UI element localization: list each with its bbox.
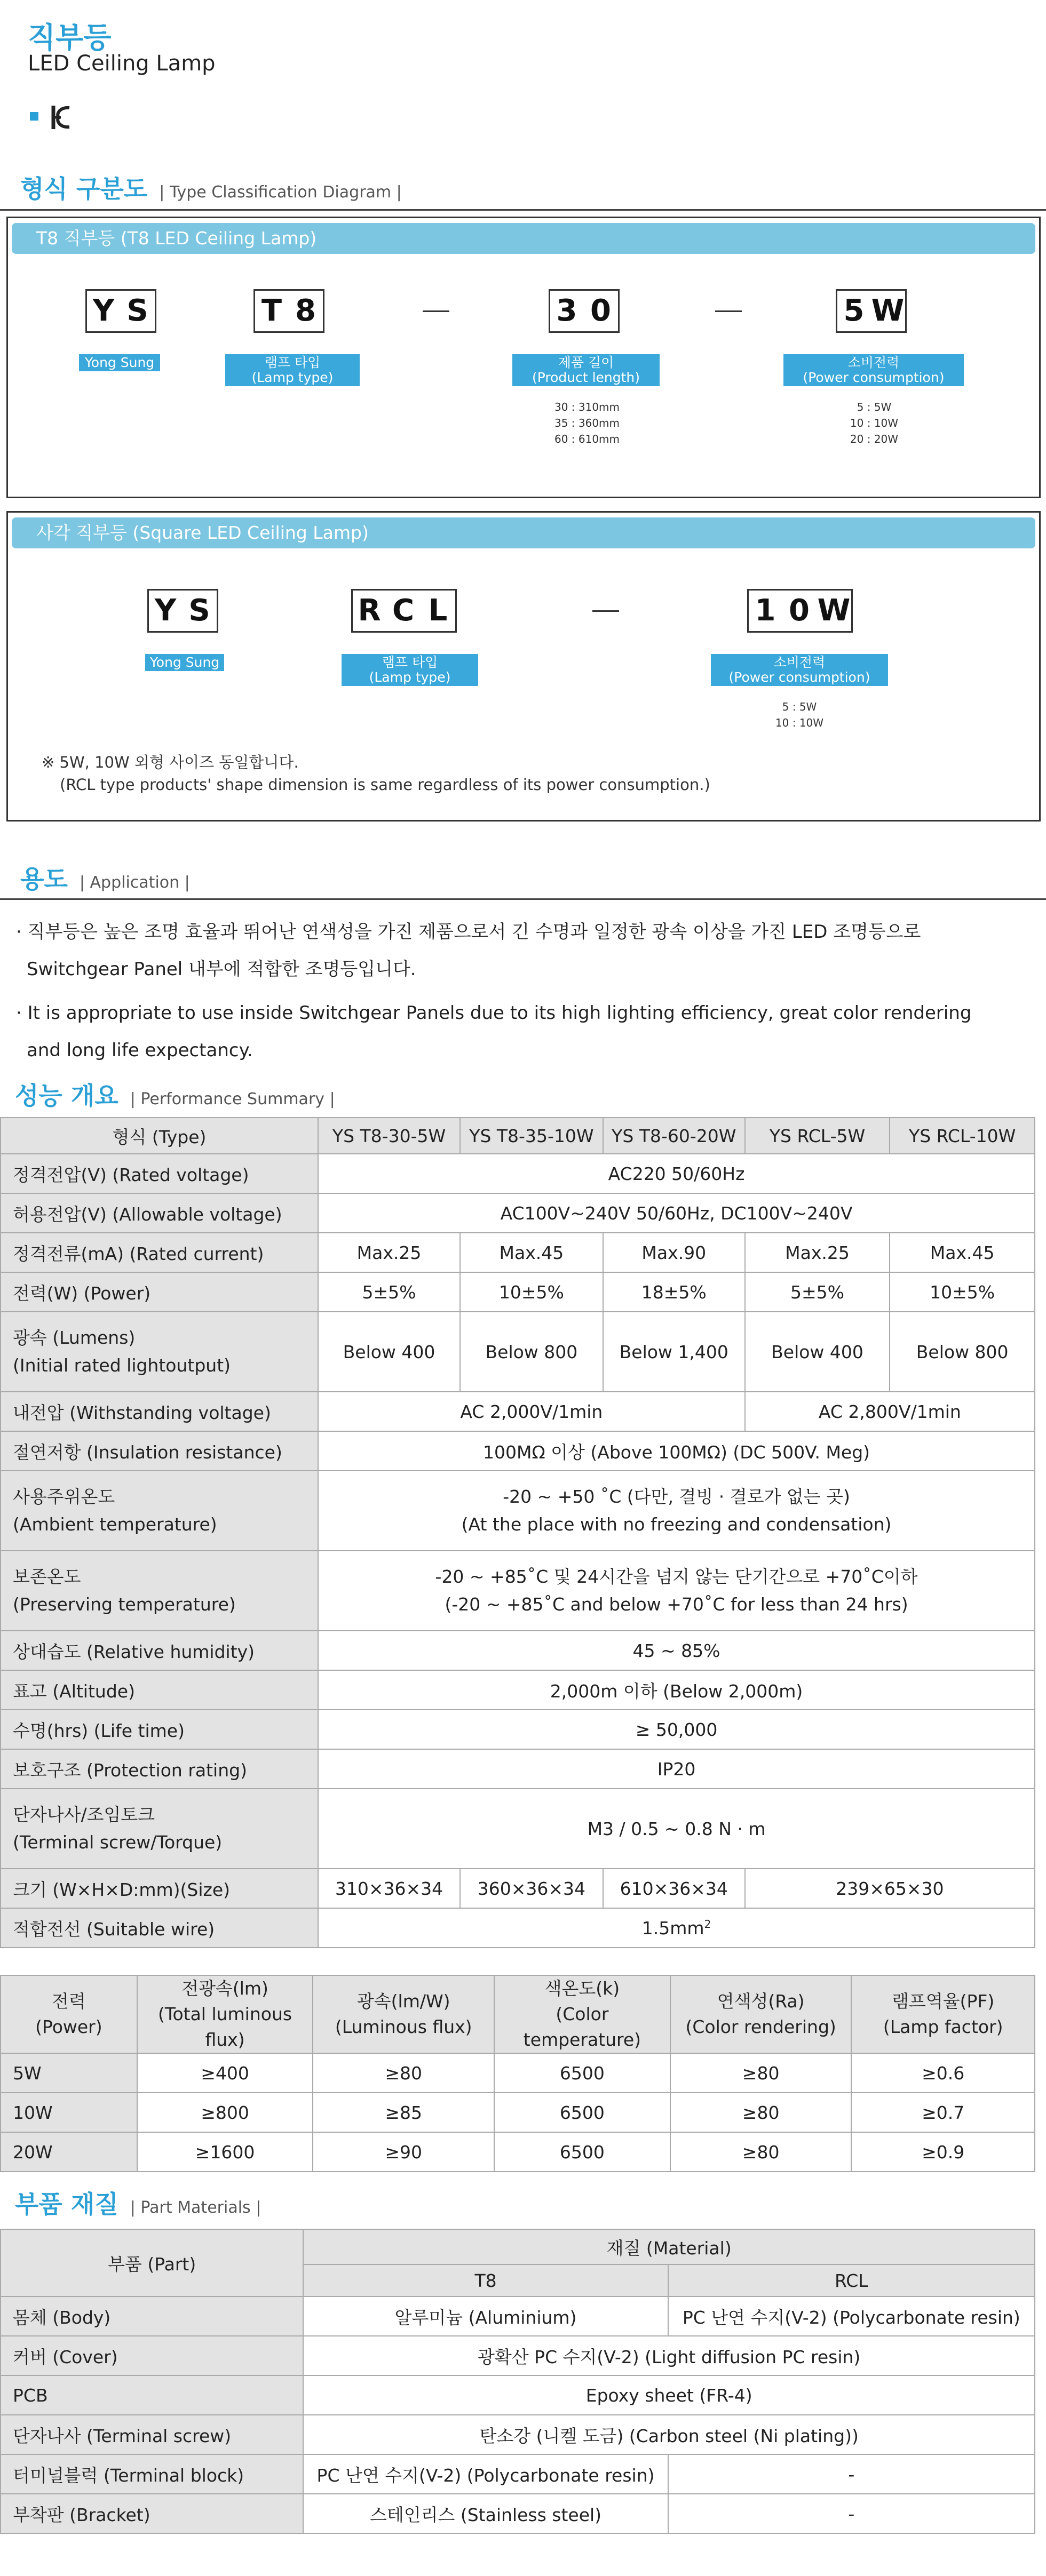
- code-char: W: [870, 289, 907, 333]
- table-row: 10W ≥800 ≥85 6500 ≥80 ≥0.7: [1, 2093, 1035, 2132]
- table-row: 상대습도 (Relative humidity) 45 ~ 85%: [1, 1631, 1035, 1670]
- page-title: 직부등: [28, 21, 112, 54]
- table-row: 정격전류(mA) (Rated current) Max.25 Max.45 Max.90 Max.25 Max.45: [1, 1233, 1035, 1272]
- performance-title: 성능 개요 | Performance Summary |: [15, 1081, 335, 1110]
- power-tag: 소비전력 (Power consumption): [711, 654, 888, 686]
- table-header-row: 전력 (Power) 전광속(lm) (Total luminous flux) 광속(lm/W) (Luminous flux) 색온도(k) (Color temperature) 연색성(Ra) (Color rendering) 램프역율(PF) (Lamp factor): [1, 1975, 1035, 2053]
- maker-tag: Yong Sung: [145, 654, 224, 671]
- power-spec-list: 5 : 5W 10 : 10W 20 : 20W: [850, 401, 899, 445]
- table-row: 크기 (W×H×D:mm)(Size) 310×36×34 360×36×34 610×36×34 239×65×30: [1, 1869, 1035, 1908]
- application-title: 용도 | Application |: [20, 865, 190, 894]
- length-spec-list: 30 : 310mm 35 : 360mm 60 : 610mm: [554, 401, 620, 445]
- table-row: 단자나사 (Terminal screw) 탄소강 (니켈 도금) (Carbon steel (Ni plating)): [1, 2415, 1035, 2454]
- code-char: 8: [288, 289, 324, 333]
- square-note: ※ 5W, 10W 외형 사이즈 동일합니다. (RCL type products' shape dimension is same regardless of its power consumption.): [42, 753, 710, 794]
- table-row: 정격전압(V) (Rated voltage) AC220 50/60Hz: [1, 1154, 1035, 1193]
- table-row: 허용전압(V) (Allowable voltage) AC100V~240V 50/60Hz, DC100V~240V: [1, 1193, 1035, 1233]
- code-char: Y: [147, 589, 184, 633]
- table-row: 단자나사/조임토크 (Terminal screw/Torque) M3 / 0.5 ~ 0.8 N · m: [1, 1789, 1035, 1869]
- code-char: T: [253, 289, 290, 333]
- code-char: 3: [549, 289, 585, 333]
- table-header-cell: YS RCL-10W: [890, 1118, 1035, 1154]
- power-spec-list: 5 : 5W 10 : 10W: [775, 700, 824, 729]
- table-row: 보존온도 (Preserving temperature) -20 ~ +85˚C 및 24시간을 넘지 않는 단기간으로 +70˚C이하 (-20 ~ +85˚C and below +70˚C for less than 24 hrs): [1, 1551, 1035, 1631]
- maker-tag: Yong Sung: [79, 354, 160, 371]
- page-subtitle: LED Ceiling Lamp: [28, 51, 216, 76]
- code-char: S: [182, 589, 218, 633]
- table-row: 내전압 (Withstanding voltage) AC 2,000V/1min AC 2,800V/1min: [1, 1392, 1035, 1431]
- table-row: 사용주위온도 (Ambient temperature) -20 ~ +50 ˚C (다만, 결빙 · 결로가 없는 곳) (At the place with no freezing and condensation): [1, 1471, 1035, 1551]
- type-section-title: 형식 구분도 | Type Classification Diagram |: [20, 174, 402, 203]
- code-char: 0: [782, 589, 818, 633]
- table-header-cell: 형식 (Type): [1, 1118, 318, 1154]
- table-row: 5W ≥400 ≥80 6500 ≥80 ≥0.6: [1, 2053, 1035, 2093]
- code-char: L: [421, 589, 457, 633]
- separator-dash: [715, 310, 742, 312]
- code-char: 1: [747, 589, 783, 633]
- section-divider: [0, 898, 1046, 900]
- section-divider: [0, 209, 1046, 211]
- power-tag: 소비전력 (Power consumption): [783, 354, 964, 386]
- table-row: 터미널블럭 (Terminal block) PC 난연 수지(V-2) (Polycarbonate resin) -: [1, 2454, 1035, 2494]
- code-char: Y: [85, 289, 122, 333]
- performance-table: [0, 1117, 1035, 1948]
- code-char: C: [386, 589, 422, 633]
- t8-diagram-heading: T8 직부등 (T8 LED Ceiling Lamp): [12, 223, 1035, 254]
- lamp-type-tag: 램프 타입 (Lamp type): [225, 354, 360, 386]
- materials-title: 부품 재질 | Part Materials |: [15, 2190, 262, 2219]
- bullet-square-icon: [30, 112, 38, 121]
- table-row: 수명(hrs) (Life time) ≥ 50,000: [1, 1710, 1035, 1749]
- table-header-cell: YS RCL-5W: [745, 1118, 890, 1154]
- optical-table: [0, 1975, 1035, 2172]
- code-char: S: [120, 289, 156, 333]
- table-row: 광속 (Lumens) (Initial rated lightoutput) Below 400 Below 800 Below 1,400 Below 400 Below 800: [1, 1312, 1035, 1392]
- application-text: · 직부등은 높은 조명 효율과 뛰어난 연색성을 가진 제품으로서 긴 수명과 일정한 광속 이상을 가진 LED 조명등으로 Switchgear Panel 내부에 적합한 조명등입니다. · It is appropriate to use inside Switchgear Panels due to its high lighting efficiency, great color rendering and long life expectancy.: [16, 921, 972, 1061]
- table-row: PCB Epoxy sheet (FR-4): [1, 2375, 1035, 2415]
- table-row: 20W ≥1600 ≥90 6500 ≥80 ≥0.9: [1, 2132, 1035, 2172]
- table-row: 부착판 (Bracket) 스테인리스 (Stainless steel) -: [1, 2494, 1035, 2533]
- code-char: R: [351, 589, 387, 633]
- table-header-row: 부품 (Part) 재질 (Material): [1, 2229, 1035, 2264]
- materials-table: [0, 2229, 1035, 2534]
- kc-mark-icon: [48, 103, 74, 131]
- table-row: 보호구조 (Protection rating) IP20: [1, 1749, 1035, 1789]
- table-header-cell: YS T8-35-10W: [460, 1118, 603, 1154]
- table-row: 전력(W) (Power) 5±5% 10±5% 18±5% 5±5% 10±5%: [1, 1272, 1035, 1312]
- table-header-cell: YS T8-30-5W: [318, 1118, 460, 1154]
- table-row: 표고 (Altitude) 2,000m 이하 (Below 2,000m): [1, 1670, 1035, 1710]
- separator-dash: [423, 310, 449, 312]
- code-char: 5: [836, 289, 872, 333]
- square-diagram-heading: 사각 직부등 (Square LED Ceiling Lamp): [12, 517, 1035, 548]
- length-tag: 제품 길이 (Product length): [512, 354, 660, 386]
- code-char: 0: [583, 289, 620, 333]
- separator-dash: [592, 610, 619, 612]
- table-header-cell: YS T8-60-20W: [603, 1118, 745, 1154]
- table-row: 몸체 (Body) 알루미늄 (Aluminium) PC 난연 수지(V-2) (Polycarbonate resin): [1, 2296, 1035, 2336]
- table-row: 적합전선 (Suitable wire) $1.5mm^2$: [1, 1908, 1035, 1948]
- table-header-row: [1, 1118, 1035, 1154]
- lamp-type-tag: 램프 타입 (Lamp type): [342, 654, 478, 686]
- table-row: 절연저항 (Insulation resistance) 100MΩ 이상 (Above 100MΩ) (DC 500V. Meg): [1, 1431, 1035, 1471]
- table-header-row: T8 RCL: [1, 2264, 1035, 2296]
- table-row: 커버 (Cover) 광확산 PC 수지(V-2) (Light diffusion PC resin): [1, 2336, 1035, 2375]
- code-char: W: [817, 589, 853, 633]
